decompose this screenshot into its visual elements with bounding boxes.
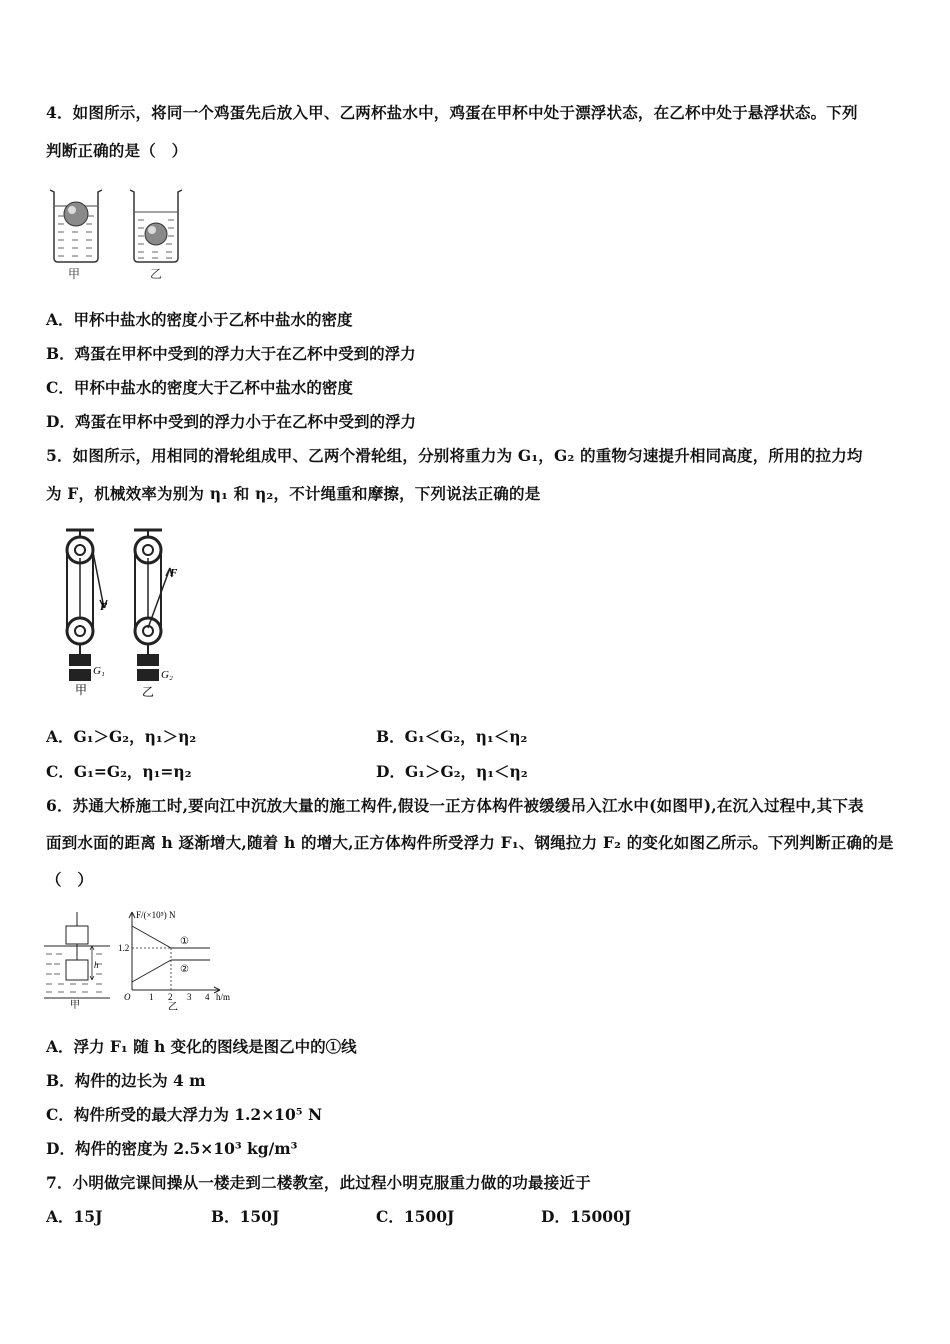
beaker-jia-label: 甲 (68, 267, 81, 281)
q7-option-c[interactable]: C．1500J (376, 1207, 455, 1226)
q6-option-c[interactable]: C．构件所受的最大浮力为 1.2×10⁵ N (46, 1105, 323, 1124)
force-label-yi: F (170, 567, 178, 579)
q5-stem-line1: 5．如图所示，用相同的滑轮组成甲、乙两个滑轮组，分别将重力为 G₁，G₂ 的重物匀速提升相同高度，所用的拉力均 (46, 446, 863, 465)
curve-2-label: ② (180, 964, 189, 975)
curve-2 (132, 960, 171, 982)
q6-figure (40, 906, 242, 1010)
q5-option-a[interactable]: A．G₁＞G₂，η₁＞η₂ (46, 727, 197, 746)
pulley-system-yi (134, 530, 178, 699)
q6-graph-yi (118, 910, 230, 1010)
beaker-jia (50, 190, 102, 262)
q5-option-b[interactable]: B．G₁＜G₂，η₁＜η₂ (376, 727, 528, 746)
q7-option-a[interactable]: A．15J (46, 1207, 103, 1226)
q6-jia-label: 甲 (70, 1000, 80, 1010)
q6-stem-line1: 6．苏通大桥施工时,要向江中沉放大量的施工构件,假设一正方体构件被缓缓吊入江水中(如图甲),在沉入过程中,其下表 (46, 796, 864, 815)
q5-stem-line2: 为 F，机械效率为别为 η₁ 和 η₂，不计绳重和摩擦，下列说法正确的是 (46, 484, 541, 503)
q6-option-a[interactable]: A．浮力 F₁ 随 h 变化的图线是图乙中的①线 (46, 1037, 357, 1056)
x-tick-1: 1 (149, 992, 154, 1002)
x-tick-2: 2 (168, 992, 173, 1002)
q4-option-d[interactable]: D．鸡蛋在甲杯中受到的浮力小于在乙杯中受到的浮力 (46, 412, 416, 431)
q6-stem-line2: 面到水面的距离 h 逐渐增大,随着 h 的增大,正方体构件所受浮力 F₁、钢绳拉力 F₂ 的变化如图乙所示。下列判断正确的是 (46, 833, 894, 852)
q4-option-c[interactable]: C．甲杯中盐水的密度大于乙杯中盐水的密度 (46, 378, 353, 397)
q4-beakers-figure (46, 186, 186, 282)
q4-stem-line1: 4．如图所示，将同一个鸡蛋先后放入甲、乙两杯盐水中，鸡蛋在甲杯中处于漂浮状态，在乙杯中处于悬浮状态。下列 (46, 103, 858, 122)
y-axis-label: F/(×10⁵) N (136, 910, 176, 920)
q4-option-a[interactable]: A．甲杯中盐水的密度小于乙杯中盐水的密度 (46, 310, 353, 329)
pulley-jia-label: 甲 (75, 683, 88, 697)
curve-1-label: ① (180, 936, 189, 947)
q6-figure-jia (44, 912, 110, 1010)
y-tick-label: 1.2 (118, 943, 130, 953)
x-axis-label: h/m (216, 992, 231, 1002)
q5-option-d[interactable]: D．G₁＞G₂，η₁＜η₂ (376, 762, 528, 781)
q7-option-b[interactable]: B．150J (211, 1207, 280, 1226)
x-tick-3: 3 (187, 992, 192, 1002)
g1-label: G₁ (93, 665, 105, 677)
beaker-yi (130, 190, 182, 262)
curve-1 (132, 926, 171, 948)
pulley-system-jia (66, 530, 108, 697)
pulley-yi-label: 乙 (142, 685, 155, 699)
q7-option-d[interactable]: D．15000J (541, 1207, 632, 1226)
x-tick-4: 4 (205, 992, 210, 1002)
depth-h-label: h (94, 960, 99, 970)
q5-option-c[interactable]: C．G₁=G₂，η₁=η₂ (46, 762, 192, 781)
q6-option-b[interactable]: B．构件的边长为 4 m (46, 1071, 206, 1090)
q6-yi-label: 乙 (168, 1002, 178, 1010)
g2-label: G₂ (161, 669, 173, 681)
force-label-jia: F (100, 601, 108, 613)
q6-option-d[interactable]: D．构件的密度为 2.5×10³ kg/m³ (46, 1139, 298, 1158)
q6-stem-line3: （ ） (46, 870, 94, 889)
q4-stem-line2: 判断正确的是（ ） (46, 141, 188, 160)
q4-option-b[interactable]: B．鸡蛋在甲杯中受到的浮力大于在乙杯中受到的浮力 (46, 344, 416, 363)
beaker-yi-label: 乙 (150, 267, 163, 281)
q7-stem-line1: 7．小明做完课间操从一楼走到二楼教室，此过程小明克服重力做的功最接近于 (46, 1173, 591, 1192)
origin-label: O (124, 992, 131, 1002)
q5-pulley-figure (56, 528, 190, 700)
